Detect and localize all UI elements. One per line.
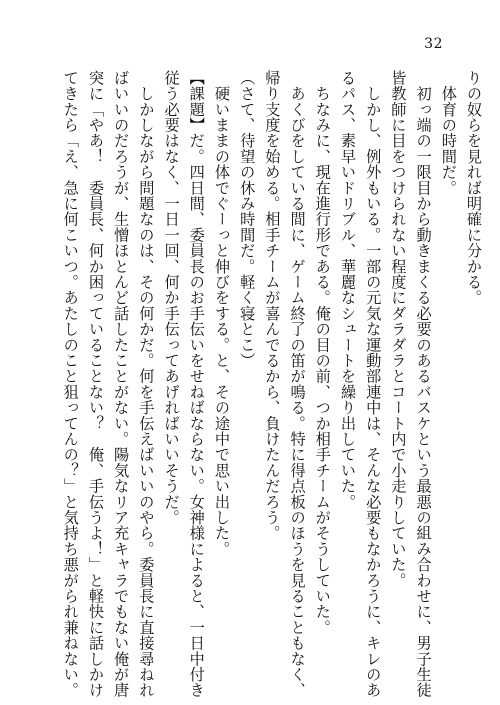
text-line: しかし、例外もいる。一部の元気な運動部連中は、そんな必要もなかろうに、キレのあ: [364, 70, 383, 698]
text-line: 帰り支度を始める。相手チームが喜んでるから、負けたんだろう。: [263, 70, 282, 541]
text-line: あくびをしている間に、ゲーム終了の笛が鳴る。特に得点板のほうを見ることもなく、: [288, 70, 307, 698]
text-line: るパス、素早いドリブル、華麗なシュートを繰り出していた。: [338, 70, 357, 510]
text-line: （さて、待望の休み時間だ。軽く寝とこ）: [238, 70, 257, 369]
text-line: 従う必要はなく、一日一回、何か手伝ってあげればいいそうだ。: [162, 70, 181, 526]
text-line: しかしながら問題なのは、その何かだ。何を手伝えばいいのやら。委員長に直接尋ねれ: [137, 70, 156, 698]
page-number: 32: [424, 36, 443, 52]
text-line: りの奴らを見れば明確に分かる。: [465, 70, 483, 306]
text-line: 突に「やあ！ 委員長、何か困っていることない？ 俺、手伝うよ！」と軽快に話しかけ: [86, 70, 105, 698]
text-line: 【課題】だ。四日間、委員長のお手伝いをせねばならない。女神様によると、一日中付き: [187, 70, 206, 698]
text-line: てきたら「え、急に何こいつ。あたしのこと狙ってんの？」と気持ち悪がられ兼ねない。: [61, 70, 80, 698]
text-line: 皆教師に目をつけられない程度にダラダラとコート内で小走りしていた。: [389, 70, 408, 589]
text-line: 初っ端の一限目から動きまくる必要のあるバスケという最悪の組み合わせに、男子生徒: [414, 70, 433, 698]
text-line: ばいいのだろうが、生憎ほとんど話したことがない。陽気なリア充キャラでもない俺が唐: [112, 70, 131, 698]
text-line: 硬いままの体でぐーっと伸びをする。と、その途中で思い出した。: [212, 70, 231, 557]
text-line: 体育の時間だ。: [439, 70, 458, 196]
body-text: [58, 70, 486, 698]
text-line: ちなみに、現在進行形である。俺の目の前、つか相手チームがそうしていた。: [313, 70, 332, 636]
